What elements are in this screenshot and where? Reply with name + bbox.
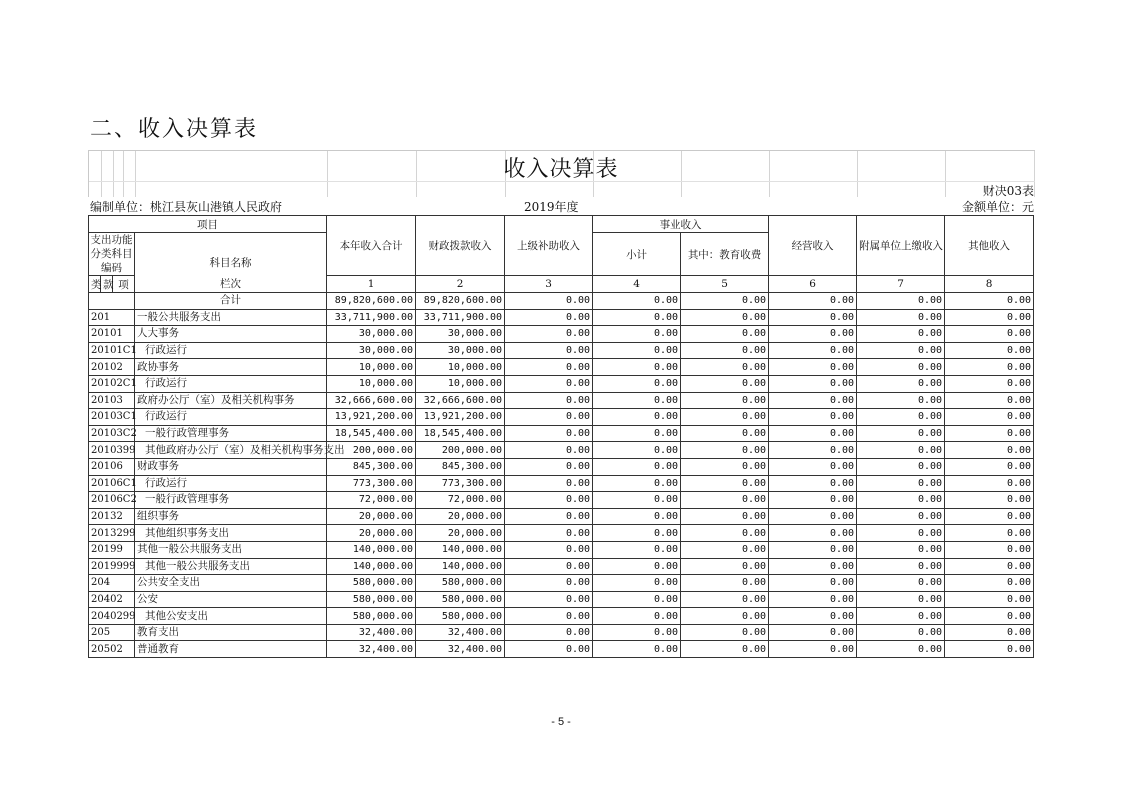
amount-zero: 0.00 — [769, 525, 857, 542]
subject-name: 公共安全支出 — [135, 575, 327, 592]
amount-zero: 0.00 — [593, 591, 681, 608]
amount-zero: 0.00 — [593, 641, 681, 658]
amount-zero: 0.00 — [505, 575, 593, 592]
table-row — [89, 409, 1034, 426]
amount-fiscal: 140,000.00 — [416, 558, 505, 575]
amount-zero: 0.00 — [681, 458, 769, 475]
amount-zero: 0.00 — [681, 309, 769, 326]
subject-code: 2013299 — [89, 525, 135, 542]
table-body — [89, 278, 1034, 658]
amount-total: 30,000.00 — [327, 342, 416, 359]
subject-code: 20132 — [89, 508, 135, 525]
subject-code: 205 — [89, 624, 135, 641]
amount-zero: 0.00 — [681, 641, 769, 658]
amount-zero: 0.00 — [769, 359, 857, 376]
amount-zero: 0.00 — [593, 558, 681, 575]
amount-zero: 0.00 — [857, 475, 945, 492]
subject-code: 20502 — [89, 641, 135, 658]
amount-fiscal: 20,000.00 — [416, 525, 505, 542]
amount-zero: 0.00 — [593, 624, 681, 641]
amount-total: 140,000.00 — [327, 541, 416, 558]
amount-zero: 0.00 — [593, 541, 681, 558]
amount-zero: 0.00 — [857, 458, 945, 475]
amount-zero: 0.00 — [857, 575, 945, 592]
header-total-income: 本年收入合计 — [327, 216, 416, 276]
amount-total: 580,000.00 — [327, 608, 416, 625]
amount-zero: 0.00 — [769, 558, 857, 575]
amount-fiscal: 72,000.00 — [416, 492, 505, 509]
subject-name: 教育支出 — [135, 624, 327, 641]
amount-zero: 0.00 — [505, 342, 593, 359]
amount-zero: 0.00 — [857, 375, 945, 392]
amount-zero: 0.00 — [945, 425, 1034, 442]
amount-zero: 0.00 — [681, 342, 769, 359]
amount-zero: 0.00 — [681, 392, 769, 409]
total-cell: 0.00 — [769, 293, 857, 310]
header-edu-fee: 其中：教育收费 — [681, 233, 769, 276]
amount-zero: 0.00 — [505, 541, 593, 558]
table-row — [89, 525, 1034, 542]
subject-code: 2040299 — [89, 608, 135, 625]
amount-total: 20,000.00 — [327, 508, 416, 525]
subject-name: 一般行政管理事务 — [135, 492, 327, 509]
amount-zero: 0.00 — [681, 575, 769, 592]
subject-code: 20106 — [89, 458, 135, 475]
amount-fiscal: 30,000.00 — [416, 342, 505, 359]
document-title: 收入决算表 — [503, 157, 619, 182]
subject-code: 20102C1 — [89, 375, 135, 392]
amount-zero: 0.00 — [857, 392, 945, 409]
table-row — [89, 326, 1034, 343]
amount-zero: 0.00 — [945, 409, 1034, 426]
total-cell: 0.00 — [681, 293, 769, 310]
amount-fiscal: 18,545,400.00 — [416, 425, 505, 442]
amount-zero: 0.00 — [945, 342, 1034, 359]
amount-zero: 0.00 — [505, 591, 593, 608]
amount-fiscal: 580,000.00 — [416, 591, 505, 608]
header-subject-name: 科目名称 — [135, 233, 327, 293]
subject-code: 20106C2 — [89, 492, 135, 509]
amount-zero: 0.00 — [945, 525, 1034, 542]
amount-total: 773,300.00 — [327, 475, 416, 492]
amount-zero: 0.00 — [857, 541, 945, 558]
amount-zero: 0.00 — [945, 508, 1034, 525]
amount-zero: 0.00 — [681, 375, 769, 392]
amount-zero: 0.00 — [769, 575, 857, 592]
subject-name: 公安 — [135, 591, 327, 608]
header-kuan: 款 — [101, 276, 113, 293]
lanci-label: 栏次 — [220, 278, 242, 290]
amount-zero: 0.00 — [593, 525, 681, 542]
amount-zero: 0.00 — [593, 608, 681, 625]
header-xiang: 项 — [113, 276, 135, 293]
amount-fiscal: 580,000.00 — [416, 608, 505, 625]
amount-zero: 0.00 — [593, 425, 681, 442]
subject-name: 其他组织事务支出 — [135, 525, 327, 542]
amount-zero: 0.00 — [681, 558, 769, 575]
subject-name: 普通教育 — [135, 641, 327, 658]
amount-zero: 0.00 — [505, 359, 593, 376]
header-lei: 类 — [89, 276, 101, 293]
amount-zero: 0.00 — [593, 409, 681, 426]
amount-zero: 0.00 — [505, 409, 593, 426]
amount-zero: 0.00 — [945, 591, 1034, 608]
amount-zero: 0.00 — [769, 409, 857, 426]
amount-fiscal: 10,000.00 — [416, 359, 505, 376]
amount-total: 845,300.00 — [327, 458, 416, 475]
subject-code: 20103C1 — [89, 409, 135, 426]
amount-fiscal: 200,000.00 — [416, 442, 505, 459]
amount-zero: 0.00 — [505, 624, 593, 641]
amount-zero: 0.00 — [769, 624, 857, 641]
subject-name: 一般公共服务支出 — [135, 309, 327, 326]
amount-zero: 0.00 — [945, 326, 1034, 343]
amount-fiscal: 140,000.00 — [416, 541, 505, 558]
amount-zero: 0.00 — [681, 475, 769, 492]
total-cell: 89,820,600.00 — [416, 293, 505, 310]
amount-zero: 0.00 — [505, 525, 593, 542]
amount-total: 32,666,600.00 — [327, 392, 416, 409]
header-affiliated-income: 附属单位上缴收入 — [857, 216, 945, 276]
amount-zero: 0.00 — [769, 541, 857, 558]
amount-total: 33,711,900.00 — [327, 309, 416, 326]
subject-code: 20402 — [89, 591, 135, 608]
amount-zero: 0.00 — [857, 591, 945, 608]
table-row — [89, 425, 1034, 442]
amount-zero: 0.00 — [681, 624, 769, 641]
amount-fiscal: 30,000.00 — [416, 326, 505, 343]
amount-fiscal: 32,400.00 — [416, 624, 505, 641]
amount-zero: 0.00 — [505, 608, 593, 625]
amount-zero: 0.00 — [857, 608, 945, 625]
subject-name: 其他一般公共服务支出 — [135, 541, 327, 558]
amount-zero: 0.00 — [769, 508, 857, 525]
amount-total: 20,000.00 — [327, 525, 416, 542]
subject-name: 财政事务 — [135, 458, 327, 475]
amount-zero: 0.00 — [505, 458, 593, 475]
table-row — [89, 442, 1034, 459]
header-fiscal-income: 财政拨款收入 — [416, 216, 505, 276]
amount-zero: 0.00 — [505, 425, 593, 442]
income-table — [88, 215, 1034, 658]
table-row — [89, 575, 1034, 592]
amount-total: 32,400.00 — [327, 624, 416, 641]
amount-zero: 0.00 — [681, 326, 769, 343]
amount-zero: 0.00 — [681, 359, 769, 376]
header-func-class-code: 支出功能 分类科目 编码 — [90, 234, 133, 274]
amount-zero: 0.00 — [945, 541, 1034, 558]
subject-name: 一般行政管理事务 — [135, 425, 327, 442]
amount-zero: 0.00 — [593, 458, 681, 475]
header-business-income: 事业收入 — [593, 216, 769, 233]
amount-zero: 0.00 — [505, 309, 593, 326]
amount-zero: 0.00 — [681, 608, 769, 625]
amount-fiscal: 845,300.00 — [416, 458, 505, 475]
col-number: 1 — [327, 276, 416, 293]
table-row — [89, 558, 1034, 575]
amount-zero: 0.00 — [505, 375, 593, 392]
subject-code: 20103 — [89, 392, 135, 409]
amount-zero: 0.00 — [945, 475, 1034, 492]
subject-name: 行政运行 — [135, 409, 327, 426]
org-label: 编制单位：桃江县灰山港镇人民政府 — [90, 200, 283, 214]
amount-zero: 0.00 — [593, 375, 681, 392]
amount-fiscal: 10,000.00 — [416, 375, 505, 392]
table-row — [89, 359, 1034, 376]
amount-zero: 0.00 — [769, 392, 857, 409]
amount-fiscal: 33,711,900.00 — [416, 309, 505, 326]
table-row — [89, 608, 1034, 625]
amount-total: 140,000.00 — [327, 558, 416, 575]
amount-zero: 0.00 — [857, 342, 945, 359]
col-number: 7 — [857, 276, 945, 293]
amount-zero: 0.00 — [857, 492, 945, 509]
amount-zero: 0.00 — [769, 309, 857, 326]
subject-code: 204 — [89, 575, 135, 592]
amount-zero: 0.00 — [857, 326, 945, 343]
amount-zero: 0.00 — [769, 492, 857, 509]
amount-zero: 0.00 — [945, 608, 1034, 625]
amount-zero: 0.00 — [769, 425, 857, 442]
amount-zero: 0.00 — [857, 409, 945, 426]
total-cell: 0.00 — [593, 293, 681, 310]
amount-zero: 0.00 — [681, 508, 769, 525]
amount-zero: 0.00 — [593, 492, 681, 509]
amount-fiscal: 32,666,600.00 — [416, 392, 505, 409]
amount-zero: 0.00 — [505, 508, 593, 525]
amount-zero: 0.00 — [769, 608, 857, 625]
amount-zero: 0.00 — [681, 425, 769, 442]
amount-zero: 0.00 — [593, 326, 681, 343]
amount-zero: 0.00 — [681, 525, 769, 542]
amount-fiscal: 773,300.00 — [416, 475, 505, 492]
amount-zero: 0.00 — [945, 442, 1034, 459]
amount-zero: 0.00 — [945, 309, 1034, 326]
subject-code: 20101C1 — [89, 342, 135, 359]
subject-code: 20199 — [89, 541, 135, 558]
amount-zero: 0.00 — [769, 342, 857, 359]
table-row — [89, 458, 1034, 475]
subject-name: 人大事务 — [135, 326, 327, 343]
table-row — [89, 309, 1034, 326]
subject-code: 20103C2 — [89, 425, 135, 442]
amount-total: 72,000.00 — [327, 492, 416, 509]
money-unit-label: 金额单位：元 — [961, 200, 1034, 214]
amount-total: 200,000.00 — [327, 442, 416, 459]
amount-zero: 0.00 — [593, 508, 681, 525]
table-row — [89, 342, 1034, 359]
unit-info-row — [88, 198, 1034, 214]
table-row — [89, 475, 1034, 492]
header-subtotal: 小计 — [593, 233, 681, 276]
amount-zero: 0.00 — [505, 641, 593, 658]
table-row — [89, 392, 1034, 409]
amount-zero: 0.00 — [857, 309, 945, 326]
amount-zero: 0.00 — [857, 425, 945, 442]
amount-zero: 0.00 — [857, 359, 945, 376]
amount-zero: 0.00 — [593, 392, 681, 409]
col-number: 5 — [681, 276, 769, 293]
amount-zero: 0.00 — [769, 442, 857, 459]
amount-zero: 0.00 — [505, 326, 593, 343]
subject-code: 20102 — [89, 359, 135, 376]
amount-zero: 0.00 — [945, 575, 1034, 592]
amount-total: 18,545,400.00 — [327, 425, 416, 442]
table-row — [89, 591, 1034, 608]
amount-zero: 0.00 — [681, 442, 769, 459]
amount-zero: 0.00 — [945, 458, 1034, 475]
amount-zero: 0.00 — [769, 475, 857, 492]
table-row — [89, 508, 1034, 525]
lanci-total-row — [89, 293, 1034, 310]
total-cell: 0.00 — [857, 293, 945, 310]
amount-fiscal: 32,400.00 — [416, 641, 505, 658]
col-number: 2 — [416, 276, 505, 293]
subject-code: 2019999 — [89, 558, 135, 575]
header-superior-subsidy: 上级补助收入 — [505, 216, 593, 276]
total-label: 合计 — [220, 294, 242, 307]
col-number: 3 — [505, 276, 593, 293]
amount-zero: 0.00 — [505, 558, 593, 575]
section-heading: 二、收入决算表 — [90, 117, 259, 142]
amount-zero: 0.00 — [505, 392, 593, 409]
amount-total: 580,000.00 — [327, 575, 416, 592]
amount-zero: 0.00 — [945, 359, 1034, 376]
amount-zero: 0.00 — [593, 342, 681, 359]
subject-name: 政协事务 — [135, 359, 327, 376]
table-row — [89, 624, 1034, 641]
subject-name: 行政运行 — [135, 342, 327, 359]
amount-zero: 0.00 — [769, 326, 857, 343]
amount-zero: 0.00 — [857, 641, 945, 658]
amount-zero: 0.00 — [769, 591, 857, 608]
amount-zero: 0.00 — [681, 409, 769, 426]
amount-fiscal: 13,921,200.00 — [416, 409, 505, 426]
subject-name: 行政运行 — [135, 375, 327, 392]
amount-zero: 0.00 — [505, 475, 593, 492]
table-row — [89, 492, 1034, 509]
year-label: 2019年度 — [524, 200, 579, 214]
amount-zero: 0.00 — [593, 475, 681, 492]
page-number: - 5 - — [551, 716, 571, 728]
amount-fiscal: 580,000.00 — [416, 575, 505, 592]
subject-name: 其他一般公共服务支出 — [135, 558, 327, 575]
amount-zero: 0.00 — [769, 641, 857, 658]
amount-total: 13,921,200.00 — [327, 409, 416, 426]
amount-zero: 0.00 — [945, 392, 1034, 409]
amount-total: 30,000.00 — [327, 326, 416, 343]
subject-name: 行政运行 — [135, 475, 327, 492]
amount-zero: 0.00 — [769, 458, 857, 475]
total-cell: 89,820,600.00 — [327, 293, 416, 310]
amount-zero: 0.00 — [857, 558, 945, 575]
subject-code: 20106C1 — [89, 475, 135, 492]
total-cell: 0.00 — [945, 293, 1034, 310]
amount-total: 10,000.00 — [327, 375, 416, 392]
subject-name: 政府办公厅（室）及相关机构事务 — [135, 392, 327, 409]
col-number: 6 — [769, 276, 857, 293]
table-row — [89, 541, 1034, 558]
amount-zero: 0.00 — [857, 508, 945, 525]
amount-zero: 0.00 — [505, 442, 593, 459]
col-number: 4 — [593, 276, 681, 293]
header-other-income: 其他收入 — [945, 216, 1034, 276]
amount-zero: 0.00 — [769, 375, 857, 392]
subject-code: 2010399 — [89, 442, 135, 459]
amount-zero: 0.00 — [505, 492, 593, 509]
amount-zero: 0.00 — [681, 492, 769, 509]
amount-zero: 0.00 — [857, 624, 945, 641]
amount-zero: 0.00 — [945, 641, 1034, 658]
amount-zero: 0.00 — [945, 624, 1034, 641]
subject-name: 其他政府办公厅（室）及相关机构事务支出 — [135, 442, 327, 459]
subject-name: 其他公安支出 — [135, 608, 327, 625]
subject-code: 20101 — [89, 326, 135, 343]
amount-zero: 0.00 — [593, 309, 681, 326]
total-cell: 0.00 — [505, 293, 593, 310]
amount-zero: 0.00 — [593, 575, 681, 592]
col-number: 8 — [945, 276, 1034, 293]
amount-zero: 0.00 — [945, 492, 1034, 509]
table-row — [89, 641, 1034, 658]
amount-total: 580,000.00 — [327, 591, 416, 608]
amount-zero: 0.00 — [945, 375, 1034, 392]
subject-code: 201 — [89, 309, 135, 326]
amount-total: 10,000.00 — [327, 359, 416, 376]
amount-zero: 0.00 — [857, 525, 945, 542]
header-operating-income: 经营收入 — [769, 216, 857, 276]
subject-name: 组织事务 — [135, 508, 327, 525]
amount-zero: 0.00 — [945, 558, 1034, 575]
amount-zero: 0.00 — [857, 442, 945, 459]
amount-zero: 0.00 — [593, 442, 681, 459]
amount-zero: 0.00 — [681, 591, 769, 608]
amount-zero: 0.00 — [593, 359, 681, 376]
header-item: 项目 — [89, 216, 327, 233]
amount-total: 32,400.00 — [327, 641, 416, 658]
amount-fiscal: 20,000.00 — [416, 508, 505, 525]
amount-zero: 0.00 — [681, 541, 769, 558]
form-code: 财决03表 — [982, 184, 1034, 198]
table-row — [89, 375, 1034, 392]
